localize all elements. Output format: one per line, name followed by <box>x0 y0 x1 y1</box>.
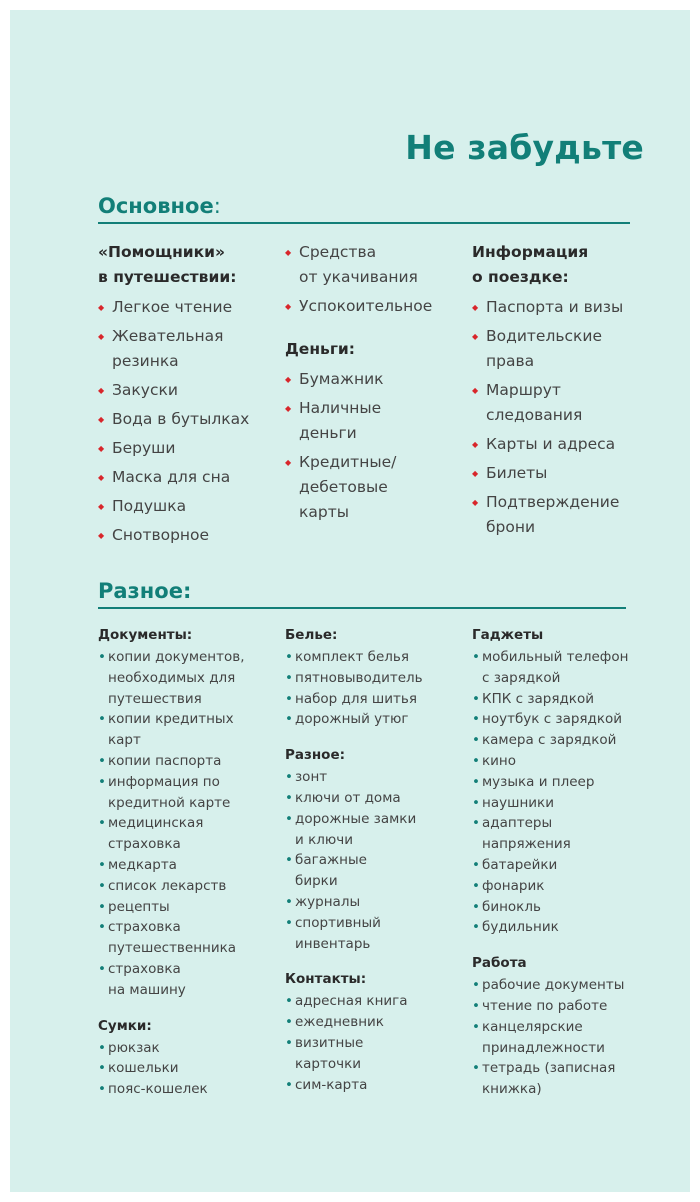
misc-section-title: Разное: <box>98 579 192 603</box>
group-title <box>472 625 652 646</box>
group-title-line: в путешествии: <box>98 268 237 286</box>
group-title <box>98 240 278 290</box>
checklist <box>98 295 278 548</box>
checklist <box>285 991 465 1095</box>
checklist-item: • рюкзак <box>98 1038 278 1059</box>
main-section-divider <box>98 222 630 224</box>
checklist-item: • кино <box>472 751 652 772</box>
checklist-item: • рабочие документы <box>472 975 652 996</box>
checklist-item: ◆ Легкое чтение <box>98 295 278 320</box>
group-title <box>285 337 465 362</box>
misc-section-divider <box>98 607 626 609</box>
group-title <box>98 625 278 646</box>
checklist-item: • журналы <box>285 892 465 913</box>
checklist-item: • копии документов, необходимых для путешествия <box>98 647 278 709</box>
checklist-item: • ключи от дома <box>285 788 465 809</box>
checklist-item: ◆ Снотворное <box>98 523 278 548</box>
main-col-2 <box>285 240 465 543</box>
group-title-line: Белье: <box>285 627 338 643</box>
checklist-item: • спортивный инвентарь <box>285 913 465 955</box>
checklist-item: • копии кредитных карт <box>98 709 278 751</box>
misc-col-2 <box>285 625 465 1110</box>
checklist-item: • пояс-кошелек <box>98 1079 278 1100</box>
checklist-item: • будильник <box>472 917 652 938</box>
checklist-item: • адаптеры напряжения <box>472 813 652 855</box>
main-col-3 <box>472 240 642 558</box>
group-title <box>285 969 465 990</box>
group-title-line: «Помощники» <box>98 243 226 261</box>
checklist-item: ◆ Карты и адреса <box>472 432 642 457</box>
checklist <box>472 647 652 938</box>
checklist-item: • адресная книга <box>285 991 465 1012</box>
group-title-line: Информация <box>472 243 589 261</box>
checklist-item: • кошельки <box>98 1058 278 1079</box>
checklist-item: • фонарик <box>472 876 652 897</box>
checklist-item: ◆ Закуски <box>98 378 278 403</box>
checklist-item: ◆ Наличные деньги <box>285 396 465 446</box>
checklist-item: • камера с зарядкой <box>472 730 652 751</box>
checklist-item: ◆ Маска для сна <box>98 465 278 490</box>
checklist <box>98 1038 278 1100</box>
group-title-line: Работа <box>472 955 527 972</box>
checklist-item: • информация по кредитной карте <box>98 772 278 814</box>
checklist <box>285 647 465 730</box>
checklist <box>285 240 465 319</box>
checklist-item: ◆ Вода в бутылках <box>98 407 278 432</box>
group-title <box>472 953 652 974</box>
misc-col-1 <box>98 625 278 1115</box>
group-title-line: Контакты: <box>285 971 367 988</box>
group-title <box>98 1016 278 1037</box>
checklist-item: • КПК с зарядкой <box>472 689 652 710</box>
checklist-item: • комплект белья <box>285 647 465 668</box>
checklist-item: ◆ Успокоительное <box>285 294 465 319</box>
checklist-item: • зонт <box>285 767 465 788</box>
group-title <box>285 745 465 766</box>
checklist-page <box>10 10 690 1192</box>
checklist-item: • музыка и плеер <box>472 772 652 793</box>
checklist-item: • медкарта <box>98 855 278 876</box>
group-title-line: Гаджеты <box>472 627 544 643</box>
checklist-item: • наушники <box>472 793 652 814</box>
checklist-item: • канцелярские принадлежности <box>472 1017 652 1059</box>
checklist-item: ◆ Водительские права <box>472 324 642 374</box>
checklist-item: • визитные карточки <box>285 1033 465 1075</box>
group-title-line: Документы: <box>98 627 193 643</box>
checklist-item: • ежедневник <box>285 1012 465 1033</box>
checklist-item: ◆ Билеты <box>472 461 642 486</box>
checklist <box>98 647 278 1001</box>
checklist-item: • чтение по работе <box>472 996 652 1017</box>
page-title: Не забудьте <box>405 128 644 167</box>
checklist-item: • страховка путешественника <box>98 917 278 959</box>
checklist-item: • медицинская страховка <box>98 813 278 855</box>
checklist-item: • список лекарств <box>98 876 278 897</box>
group-title-line: Разное: <box>285 747 346 764</box>
group-title-line: Сумки: <box>98 1017 152 1034</box>
checklist-item: • ноутбук с зарядкой <box>472 709 652 730</box>
checklist-item: • страховка на машину <box>98 959 278 1001</box>
checklist <box>285 367 465 525</box>
checklist-item: ◆ Паспорта и визы <box>472 295 642 320</box>
checklist-item: ◆ Бумажник <box>285 367 465 392</box>
checklist-item: ◆ Жевательная резинка <box>98 324 278 374</box>
main-col-1 <box>98 240 278 566</box>
misc-col-3 <box>472 625 652 1115</box>
checklist-item: • рецепты <box>98 897 278 918</box>
checklist-item: • дорожный утюг <box>285 709 465 730</box>
group-title-line: Деньги: <box>285 340 355 358</box>
checklist-item: • тетрадь (записная книжка) <box>472 1058 652 1100</box>
checklist-item: • багажные бирки <box>285 850 465 892</box>
checklist-item: ◆ Средства от укачивания <box>285 240 465 290</box>
checklist <box>472 295 642 540</box>
checklist-item: • сим-карта <box>285 1075 465 1096</box>
checklist-item: • бинокль <box>472 897 652 918</box>
group-title <box>285 625 465 646</box>
checklist-item: • мобильный телефон с зарядкой <box>472 647 652 689</box>
checklist-item: ◆ Подушка <box>98 494 278 519</box>
checklist-item: • дорожные замки и ключи <box>285 809 465 851</box>
group-title-line: о поездке: <box>472 268 569 286</box>
checklist-item: • набор для шитья <box>285 689 465 710</box>
checklist-item: ◆ Беруши <box>98 436 278 461</box>
checklist-item: ◆ Маршрут следования <box>472 378 642 428</box>
group-title <box>472 240 642 290</box>
checklist-item: ◆ Кредитные/ дебетовые карты <box>285 450 465 525</box>
checklist <box>472 975 652 1100</box>
checklist-item: • копии паспорта <box>98 751 278 772</box>
checklist <box>285 767 465 954</box>
checklist-item: ◆ Подтверждение брони <box>472 490 642 540</box>
checklist-item: • батарейки <box>472 855 652 876</box>
checklist-item: • пятновыводитель <box>285 668 465 689</box>
main-section-title: Основное: <box>98 194 221 218</box>
